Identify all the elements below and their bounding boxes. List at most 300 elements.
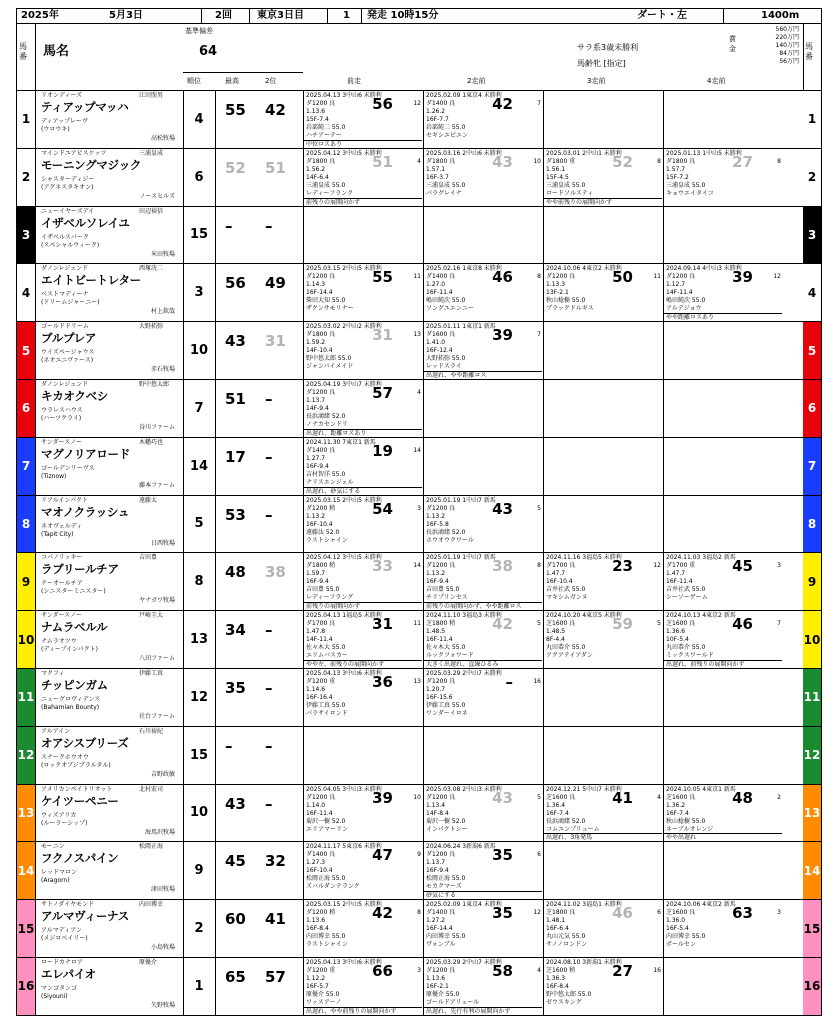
race-field: 16F-11.4 bbox=[426, 636, 453, 644]
finish-position: 8 bbox=[537, 562, 541, 570]
race-winner: ジャンバイメイド bbox=[306, 363, 354, 371]
second-score: 31 bbox=[265, 332, 286, 351]
second-score: 42 bbox=[265, 101, 286, 119]
dam-sire: (ウロウキ) bbox=[41, 126, 70, 133]
race-jockey: 丸田恭介 55.0 bbox=[666, 644, 706, 652]
divider bbox=[183, 669, 184, 727]
race-jockey: 原優介 55.0 bbox=[306, 991, 340, 998]
past-race-1 bbox=[303, 322, 423, 379]
rank: 5 bbox=[194, 516, 204, 532]
race-note: 出遅れ、前残りの展開向かず bbox=[664, 660, 782, 668]
divider bbox=[183, 322, 184, 380]
sire: リアルインパクト bbox=[41, 496, 89, 504]
finish-position: 11 bbox=[413, 273, 421, 281]
race-surface: ダ1800 良 bbox=[306, 331, 336, 339]
race-surface: 芝1600 良 bbox=[666, 909, 696, 917]
finish-position: 12 bbox=[533, 909, 541, 917]
race-jockey: 岩部純二 55.0 bbox=[426, 124, 466, 131]
race-winner: ネーブルオレンジ bbox=[666, 825, 714, 833]
race-field: 14F-11.4 bbox=[306, 636, 333, 644]
race-jockey: 内田博幸 55.0 bbox=[666, 933, 706, 941]
finish-position: 13 bbox=[413, 678, 421, 685]
race-note: 大きく出遅れ、直線ひるみ bbox=[424, 660, 542, 668]
divider bbox=[35, 785, 36, 843]
past-race-2 bbox=[423, 438, 543, 495]
race-field: 16F-5.8 bbox=[426, 520, 449, 528]
past-race-4 bbox=[663, 669, 783, 726]
race-surface: ダ1400 良 bbox=[426, 273, 456, 281]
race-surface: ダ1800 稍 bbox=[306, 562, 336, 570]
race-field: 16F-8.4 bbox=[306, 925, 329, 933]
second-score: 57 bbox=[265, 968, 286, 986]
past-race-4 bbox=[663, 380, 783, 437]
jockey: 野中悠太郎 bbox=[139, 381, 170, 388]
race-jockey: 菊沢一樹 52.0 bbox=[426, 817, 466, 825]
race-score: – bbox=[505, 673, 513, 691]
race-time: 1.13.7 bbox=[306, 397, 326, 404]
second-score: 32 bbox=[265, 852, 286, 871]
race-jockey: 原優介 55.0 bbox=[426, 991, 460, 998]
horse-row bbox=[17, 91, 821, 149]
race-note: 砂気にする bbox=[424, 891, 542, 899]
race-jockey: 三浦皇成 55.0 bbox=[546, 181, 586, 189]
race-surface: ダ1400 良 bbox=[306, 851, 336, 859]
race-score: 59 bbox=[612, 615, 633, 634]
dam: ナムラオツウ bbox=[41, 638, 77, 646]
race-note: やや前残りの展開向かず bbox=[544, 198, 662, 206]
race-surface: ダ1600 良 bbox=[426, 331, 456, 339]
race-surface: 芝1600 良 bbox=[546, 793, 576, 801]
breeder: 小島牧場 bbox=[150, 944, 175, 952]
horse-row bbox=[17, 785, 821, 843]
best-score: 34 bbox=[225, 621, 246, 640]
finish-position: 6 bbox=[657, 909, 661, 917]
rank: 10 bbox=[189, 805, 209, 821]
race-winner: ロードソルスティ bbox=[546, 189, 594, 197]
race-head: 2025.03.08 2中山3 未勝利 bbox=[426, 785, 502, 793]
past-race-1 bbox=[303, 958, 423, 1015]
race-time: 1.14.3 bbox=[306, 281, 326, 289]
sire: ニューイヤーズデイ bbox=[41, 207, 95, 215]
zen-label: 前走 bbox=[347, 77, 361, 85]
race-time: 1.36.3 bbox=[546, 975, 566, 982]
race-jockey: 三浦皇成 55.0 bbox=[426, 181, 466, 189]
rank: 6 bbox=[194, 169, 204, 185]
divider bbox=[183, 900, 184, 958]
race-head: 2025.04.13 3中山6 未勝利 bbox=[306, 959, 382, 966]
race-head: 2025.03.29 2中山7 未勝利 bbox=[426, 959, 502, 966]
past-race-3 bbox=[543, 322, 663, 379]
dam-sire: (ハーツクライ) bbox=[41, 415, 82, 422]
sire: アルアイン bbox=[41, 727, 71, 735]
umaban-right: 3 bbox=[803, 207, 821, 264]
race-number: 1 bbox=[343, 10, 350, 21]
past-race-4 bbox=[663, 496, 783, 553]
jockey: 松岡正海 bbox=[139, 843, 164, 851]
kijun-value: 64 bbox=[199, 44, 218, 59]
breeder: 谷川ファーム bbox=[139, 424, 175, 431]
second-score: 51 bbox=[265, 158, 286, 177]
race-winner: レッドスライ bbox=[426, 363, 462, 371]
jockey: 田辺裕信 bbox=[139, 207, 164, 215]
past-race-2 bbox=[423, 785, 543, 842]
umaban-right: 2 bbox=[803, 149, 821, 206]
race-winner: ポールセン bbox=[666, 941, 696, 949]
dam-sire: (ネオユニヴァース) bbox=[41, 357, 94, 365]
race-surface: ダ1200 稍 bbox=[306, 504, 336, 512]
second-score: – bbox=[265, 447, 273, 466]
dam-sire: (Bahamian Bounty) bbox=[41, 704, 100, 711]
race-jockey: 嶋田純次 55.0 bbox=[426, 297, 466, 305]
past-race-1 bbox=[303, 785, 423, 842]
umaban-right: 15 bbox=[803, 900, 821, 957]
breeder: 赤石牧場 bbox=[150, 366, 175, 374]
race-winner: エリムバスカー bbox=[306, 652, 349, 660]
race-winner: ハチアーテー bbox=[306, 132, 342, 139]
race-head: 2024.10.06 4東京2 未勝利 bbox=[546, 265, 622, 273]
race-field: 16F-7.4 bbox=[666, 809, 689, 817]
best-score: 17 bbox=[225, 447, 246, 466]
race-score: 38 bbox=[492, 557, 513, 576]
kai: 2回 bbox=[215, 10, 232, 21]
race-time: 1.13.6 bbox=[306, 917, 326, 925]
course: ダート・左 bbox=[637, 10, 687, 21]
divider bbox=[183, 91, 184, 149]
score-block bbox=[217, 958, 303, 1014]
past-race-2 bbox=[423, 900, 543, 957]
rank: 10 bbox=[189, 343, 209, 359]
race-jockey: 内田博幸 55.0 bbox=[306, 933, 346, 941]
second-score: – bbox=[265, 794, 273, 813]
past-race-3 bbox=[543, 207, 663, 264]
race-score: 50 bbox=[612, 268, 633, 287]
divider bbox=[215, 553, 216, 611]
race-field: 16F-5.7 bbox=[306, 983, 329, 990]
past-race-2 bbox=[423, 842, 543, 899]
race-surface: ダ1700 重 bbox=[666, 562, 696, 570]
umaban: 2 bbox=[17, 149, 35, 206]
divider bbox=[183, 380, 184, 438]
finish-position: 10 bbox=[413, 793, 421, 801]
past-race-1 bbox=[303, 264, 423, 321]
race-jockey: 内田博幸 55.0 bbox=[426, 933, 466, 941]
divider bbox=[183, 264, 184, 322]
race-jockey: 柴田大知 55.0 bbox=[306, 297, 346, 305]
finish-position: 4 bbox=[657, 793, 661, 801]
finish-position: 16 bbox=[653, 967, 661, 974]
race-time: 1.13.2 bbox=[426, 570, 446, 578]
finish-position: 8 bbox=[777, 157, 781, 165]
finish-position: 6 bbox=[537, 851, 541, 859]
race-winner: ミックスワールド bbox=[666, 652, 714, 660]
race-field: 16F-3.7 bbox=[426, 173, 449, 181]
race-score: 43 bbox=[492, 788, 513, 807]
race-winner: ルックフォワード bbox=[426, 652, 474, 660]
best-score: 43 bbox=[225, 332, 246, 351]
past-race-3 bbox=[543, 149, 663, 206]
umaban-right: 10 bbox=[803, 611, 821, 668]
race-note: 出遅れ、やや前残りの展開向かず bbox=[304, 1007, 422, 1015]
horse-name: ティアップマッハ bbox=[41, 100, 129, 114]
race-field: 16F-9.4 bbox=[426, 578, 449, 586]
race-field: 16F-10.4 bbox=[306, 867, 333, 875]
race-note: やや左、前残りの展開向かず bbox=[304, 660, 422, 668]
horse-row bbox=[17, 380, 821, 438]
race-surface: ダ1200 良 bbox=[306, 793, 336, 801]
horse-row bbox=[17, 900, 821, 958]
race-score: 41 bbox=[612, 788, 633, 807]
race-time: 1.36.6 bbox=[666, 628, 686, 636]
race-jockey: 菊沢一樹 52.0 bbox=[306, 817, 346, 825]
race-time: 1.26.2 bbox=[426, 108, 446, 115]
race-field: 10F-5.4 bbox=[666, 636, 689, 644]
dam-sire: (Tapit City) bbox=[41, 530, 74, 538]
race-jockey: 三浦皇成 55.0 bbox=[666, 181, 706, 189]
breeder: 八田ファーム bbox=[139, 655, 175, 663]
race-winner: インパクトシー bbox=[426, 825, 468, 833]
divider bbox=[215, 322, 216, 380]
umaban: 8 bbox=[17, 496, 35, 553]
race-field: 16F-7.4 bbox=[546, 809, 569, 817]
race-head: 2025.01.19 1中山7 新馬 bbox=[426, 554, 496, 562]
divider bbox=[35, 149, 36, 207]
race-field: 16F-10.4 bbox=[306, 520, 333, 528]
divider bbox=[35, 207, 36, 265]
race-field: 14F-8.4 bbox=[426, 809, 449, 817]
score-block bbox=[217, 900, 303, 956]
finish-position: 7 bbox=[537, 100, 541, 107]
race-time: 1.57.7 bbox=[666, 165, 686, 173]
second-score: 49 bbox=[265, 274, 286, 293]
race-field: 14F-11.4 bbox=[666, 289, 693, 297]
race-jockey: 吉井社武 55.0 bbox=[666, 586, 706, 594]
race-head: 2024.06.24 3新潟6 新馬 bbox=[426, 843, 496, 851]
divider bbox=[215, 207, 216, 265]
race-field: 16F-9.4 bbox=[306, 462, 329, 470]
jockey: 伊藤工真 bbox=[139, 670, 164, 677]
race-score: 55 bbox=[372, 268, 393, 287]
race-head: 2024.09.14 4中山3 未勝利 bbox=[666, 265, 742, 273]
race-score: 35 bbox=[492, 904, 513, 923]
umaban: 13 bbox=[17, 785, 35, 842]
divider bbox=[215, 380, 216, 438]
score-block bbox=[217, 842, 303, 898]
zen4-label: 4走前 bbox=[707, 77, 726, 85]
divider bbox=[35, 900, 36, 958]
race-head: 2025.04.13 1福島5 未勝利 bbox=[306, 612, 382, 620]
race-field: 16F-2.1 bbox=[426, 983, 449, 990]
race-jockey: 吉井社武 55.0 bbox=[546, 586, 586, 594]
race-field: 13F-2.1 bbox=[546, 289, 569, 297]
race-winner: サノノロンドン bbox=[546, 941, 588, 949]
race-jockey: 松岡正海 55.0 bbox=[426, 875, 466, 883]
race-head: 2024.08.10 3新潟1 未勝利 bbox=[546, 959, 622, 966]
divider bbox=[215, 727, 216, 785]
race-time: 1.14.0 bbox=[306, 801, 326, 809]
race-jockey: 長浜鴻緒 52.0 bbox=[546, 817, 586, 825]
race-head: 2024.11.02 3福島1 未勝利 bbox=[546, 901, 622, 909]
race-time: 1.56.2 bbox=[306, 165, 326, 173]
race-note: 前残りの展開向かず bbox=[304, 198, 422, 206]
umaban-right: 16 bbox=[803, 958, 821, 1015]
race-head: 2025.03.15 2中山5 未勝利 bbox=[306, 265, 382, 273]
zen3-label: 3走前 bbox=[587, 77, 606, 85]
race-head: 2024.10.20 4東京5 未勝利 bbox=[546, 612, 622, 620]
bamei-label: 馬名 bbox=[43, 44, 70, 59]
race-head: 2025.04.12 3中山5 未勝利 bbox=[306, 554, 382, 562]
race-time: 1.27.0 bbox=[426, 281, 446, 289]
past-race-2 bbox=[423, 264, 543, 321]
race-jockey: 伊藤工真 55.0 bbox=[426, 702, 466, 709]
race-surface: 芝1600 良 bbox=[666, 793, 696, 801]
race-surface: 芝1600 良 bbox=[546, 620, 576, 628]
umaban: 1 bbox=[17, 91, 35, 148]
best-score: 51 bbox=[225, 390, 246, 408]
race-score: 31 bbox=[372, 326, 393, 345]
horse-name: アルマヴィーナス bbox=[41, 909, 129, 924]
past-race-2 bbox=[423, 380, 543, 437]
race-head: 2025.04.05 3中山3 未勝利 bbox=[306, 785, 382, 793]
dam: マンゴタンゴ bbox=[41, 985, 78, 992]
race-score: 39 bbox=[372, 788, 393, 807]
race-time: 1.59.7 bbox=[306, 570, 326, 578]
divider bbox=[215, 958, 216, 1016]
kijun-label: 基準偏差 bbox=[185, 27, 213, 35]
race-winner: パラグレイナ bbox=[426, 189, 462, 197]
race-head: 2024.11.03 3福島2 新馬 bbox=[666, 554, 736, 562]
dam: ニューグロヴィデンス bbox=[41, 696, 101, 703]
race-jockey: 野中悠太郎 55.0 bbox=[546, 991, 592, 998]
rank: 14 bbox=[189, 458, 209, 474]
jockey: 大野拓弥 bbox=[139, 323, 164, 331]
race-field: 16F-11.4 bbox=[306, 809, 333, 817]
past-race-1 bbox=[303, 496, 423, 553]
best-score: 60 bbox=[225, 910, 246, 929]
past-race-4 bbox=[663, 264, 783, 321]
race-time: 1.20.7 bbox=[426, 686, 446, 693]
dam: スナークホウオウ bbox=[41, 753, 89, 761]
past-race-4 bbox=[663, 207, 783, 264]
divider bbox=[183, 842, 184, 900]
race-head: 2025.04.12 3中山5 未勝利 bbox=[306, 149, 382, 157]
dam: レッドマロン bbox=[41, 869, 77, 877]
race-score: 27 bbox=[612, 962, 633, 980]
race-score: 52 bbox=[612, 152, 633, 171]
race-winner: チリプリンセス bbox=[426, 594, 468, 602]
race-field: 14F-9.4 bbox=[306, 405, 329, 412]
finish-position: 3 bbox=[417, 504, 421, 512]
year: 2025年 bbox=[21, 10, 59, 21]
race-field: 16F-8.4 bbox=[546, 983, 569, 990]
race-winner: レディーフランク bbox=[306, 189, 354, 197]
dam-sire: (ドリームジャーニー) bbox=[41, 299, 100, 307]
horse-row bbox=[17, 207, 821, 265]
past-race-1 bbox=[303, 611, 423, 668]
umaban: 12 bbox=[17, 727, 35, 784]
finish-position: 8 bbox=[417, 909, 421, 917]
past-race-4 bbox=[663, 438, 783, 495]
sire: サンダースノー bbox=[41, 438, 82, 446]
race-score: 46 bbox=[732, 615, 753, 634]
rank: 2 bbox=[194, 921, 204, 937]
divider bbox=[183, 553, 184, 611]
finish-position: 14 bbox=[413, 562, 421, 570]
zen2-label: 2走前 bbox=[467, 77, 486, 85]
race-score: 57 bbox=[372, 384, 393, 402]
past-race-4 bbox=[663, 91, 783, 148]
race-head: 2024.12.21 5中山7 未勝利 bbox=[546, 785, 622, 793]
race-score: 39 bbox=[732, 268, 753, 287]
divider bbox=[183, 496, 184, 554]
race-surface: 芝1600 稍 bbox=[546, 967, 576, 974]
race-field: 16F-9.4 bbox=[426, 867, 449, 875]
race-note: 出遅れ、やや距離ロス bbox=[424, 371, 542, 379]
horse-name: キカオクベシ bbox=[41, 389, 108, 403]
past-race-2 bbox=[423, 496, 543, 553]
dam-sire: (Siyouni) bbox=[41, 993, 68, 1000]
race-surface: ダ1400 良 bbox=[426, 100, 456, 107]
finish-position: 11 bbox=[653, 273, 661, 281]
race-winner: ホウオウクワール bbox=[426, 536, 474, 544]
umaban-right: 14 bbox=[803, 842, 821, 899]
race-jockey: 嶋田純次 55.0 bbox=[666, 297, 706, 305]
race-note: やや出遅れ bbox=[664, 833, 782, 841]
race-surface: ダ1200 良 bbox=[546, 273, 576, 281]
race-winner: キョウエイタイコ bbox=[666, 189, 714, 197]
dam-sire: (スペシャルウィーク) bbox=[41, 241, 100, 249]
dam-sire: (シニスターミニスター) bbox=[41, 588, 106, 596]
sire: マインドユアビスケッツ bbox=[41, 149, 107, 157]
jockey: 江田照男 bbox=[139, 92, 164, 99]
past-race-4 bbox=[663, 785, 783, 842]
past-race-2 bbox=[423, 958, 543, 1015]
score-block bbox=[217, 669, 303, 725]
umaban: 10 bbox=[17, 611, 35, 668]
race-head: 2024.10.05 4東京1 新馬 bbox=[666, 785, 736, 793]
race-surface: ダ1200 重 bbox=[306, 967, 336, 974]
horse-row bbox=[17, 727, 821, 785]
dam: テーオールチア bbox=[41, 580, 83, 588]
finish-position: 8 bbox=[657, 157, 661, 165]
score-block bbox=[217, 611, 303, 667]
dam-sire: (メジロベイリー) bbox=[41, 935, 88, 943]
finish-position: 3 bbox=[417, 967, 421, 974]
race-time: 1.13.6 bbox=[426, 975, 446, 982]
race-field: 16F-10.4 bbox=[546, 578, 573, 586]
race-score: 42 bbox=[372, 904, 393, 923]
horse-row bbox=[17, 438, 821, 496]
race-jockey: 三浦皇成 55.0 bbox=[306, 181, 346, 189]
best-score: 35 bbox=[225, 679, 246, 697]
race-surface: ダ1200 良 bbox=[426, 678, 456, 685]
dam: ネオヴェルディ bbox=[41, 522, 83, 530]
umaban: 9 bbox=[17, 553, 35, 610]
race-score: 46 bbox=[492, 268, 513, 287]
past-race-2 bbox=[423, 322, 543, 379]
second-score: – bbox=[265, 216, 273, 235]
horse-name: ラブリールチア bbox=[41, 562, 119, 577]
best-score: 53 bbox=[225, 505, 246, 524]
horse-name: モーニングマジック bbox=[41, 157, 142, 172]
race-head: 2025.01.13 1中山5 未勝利 bbox=[666, 149, 742, 157]
race-time: 1.13.3 bbox=[546, 281, 566, 289]
finish-position: 5 bbox=[657, 620, 661, 628]
horse-name: エイトビートレター bbox=[41, 273, 141, 288]
jockey: 吉田豊 bbox=[139, 554, 158, 562]
jockey: 西塚洸二 bbox=[139, 265, 164, 273]
race-winner: ラストシャイン bbox=[306, 536, 348, 544]
race-winner: ラストシャイン bbox=[306, 941, 348, 949]
